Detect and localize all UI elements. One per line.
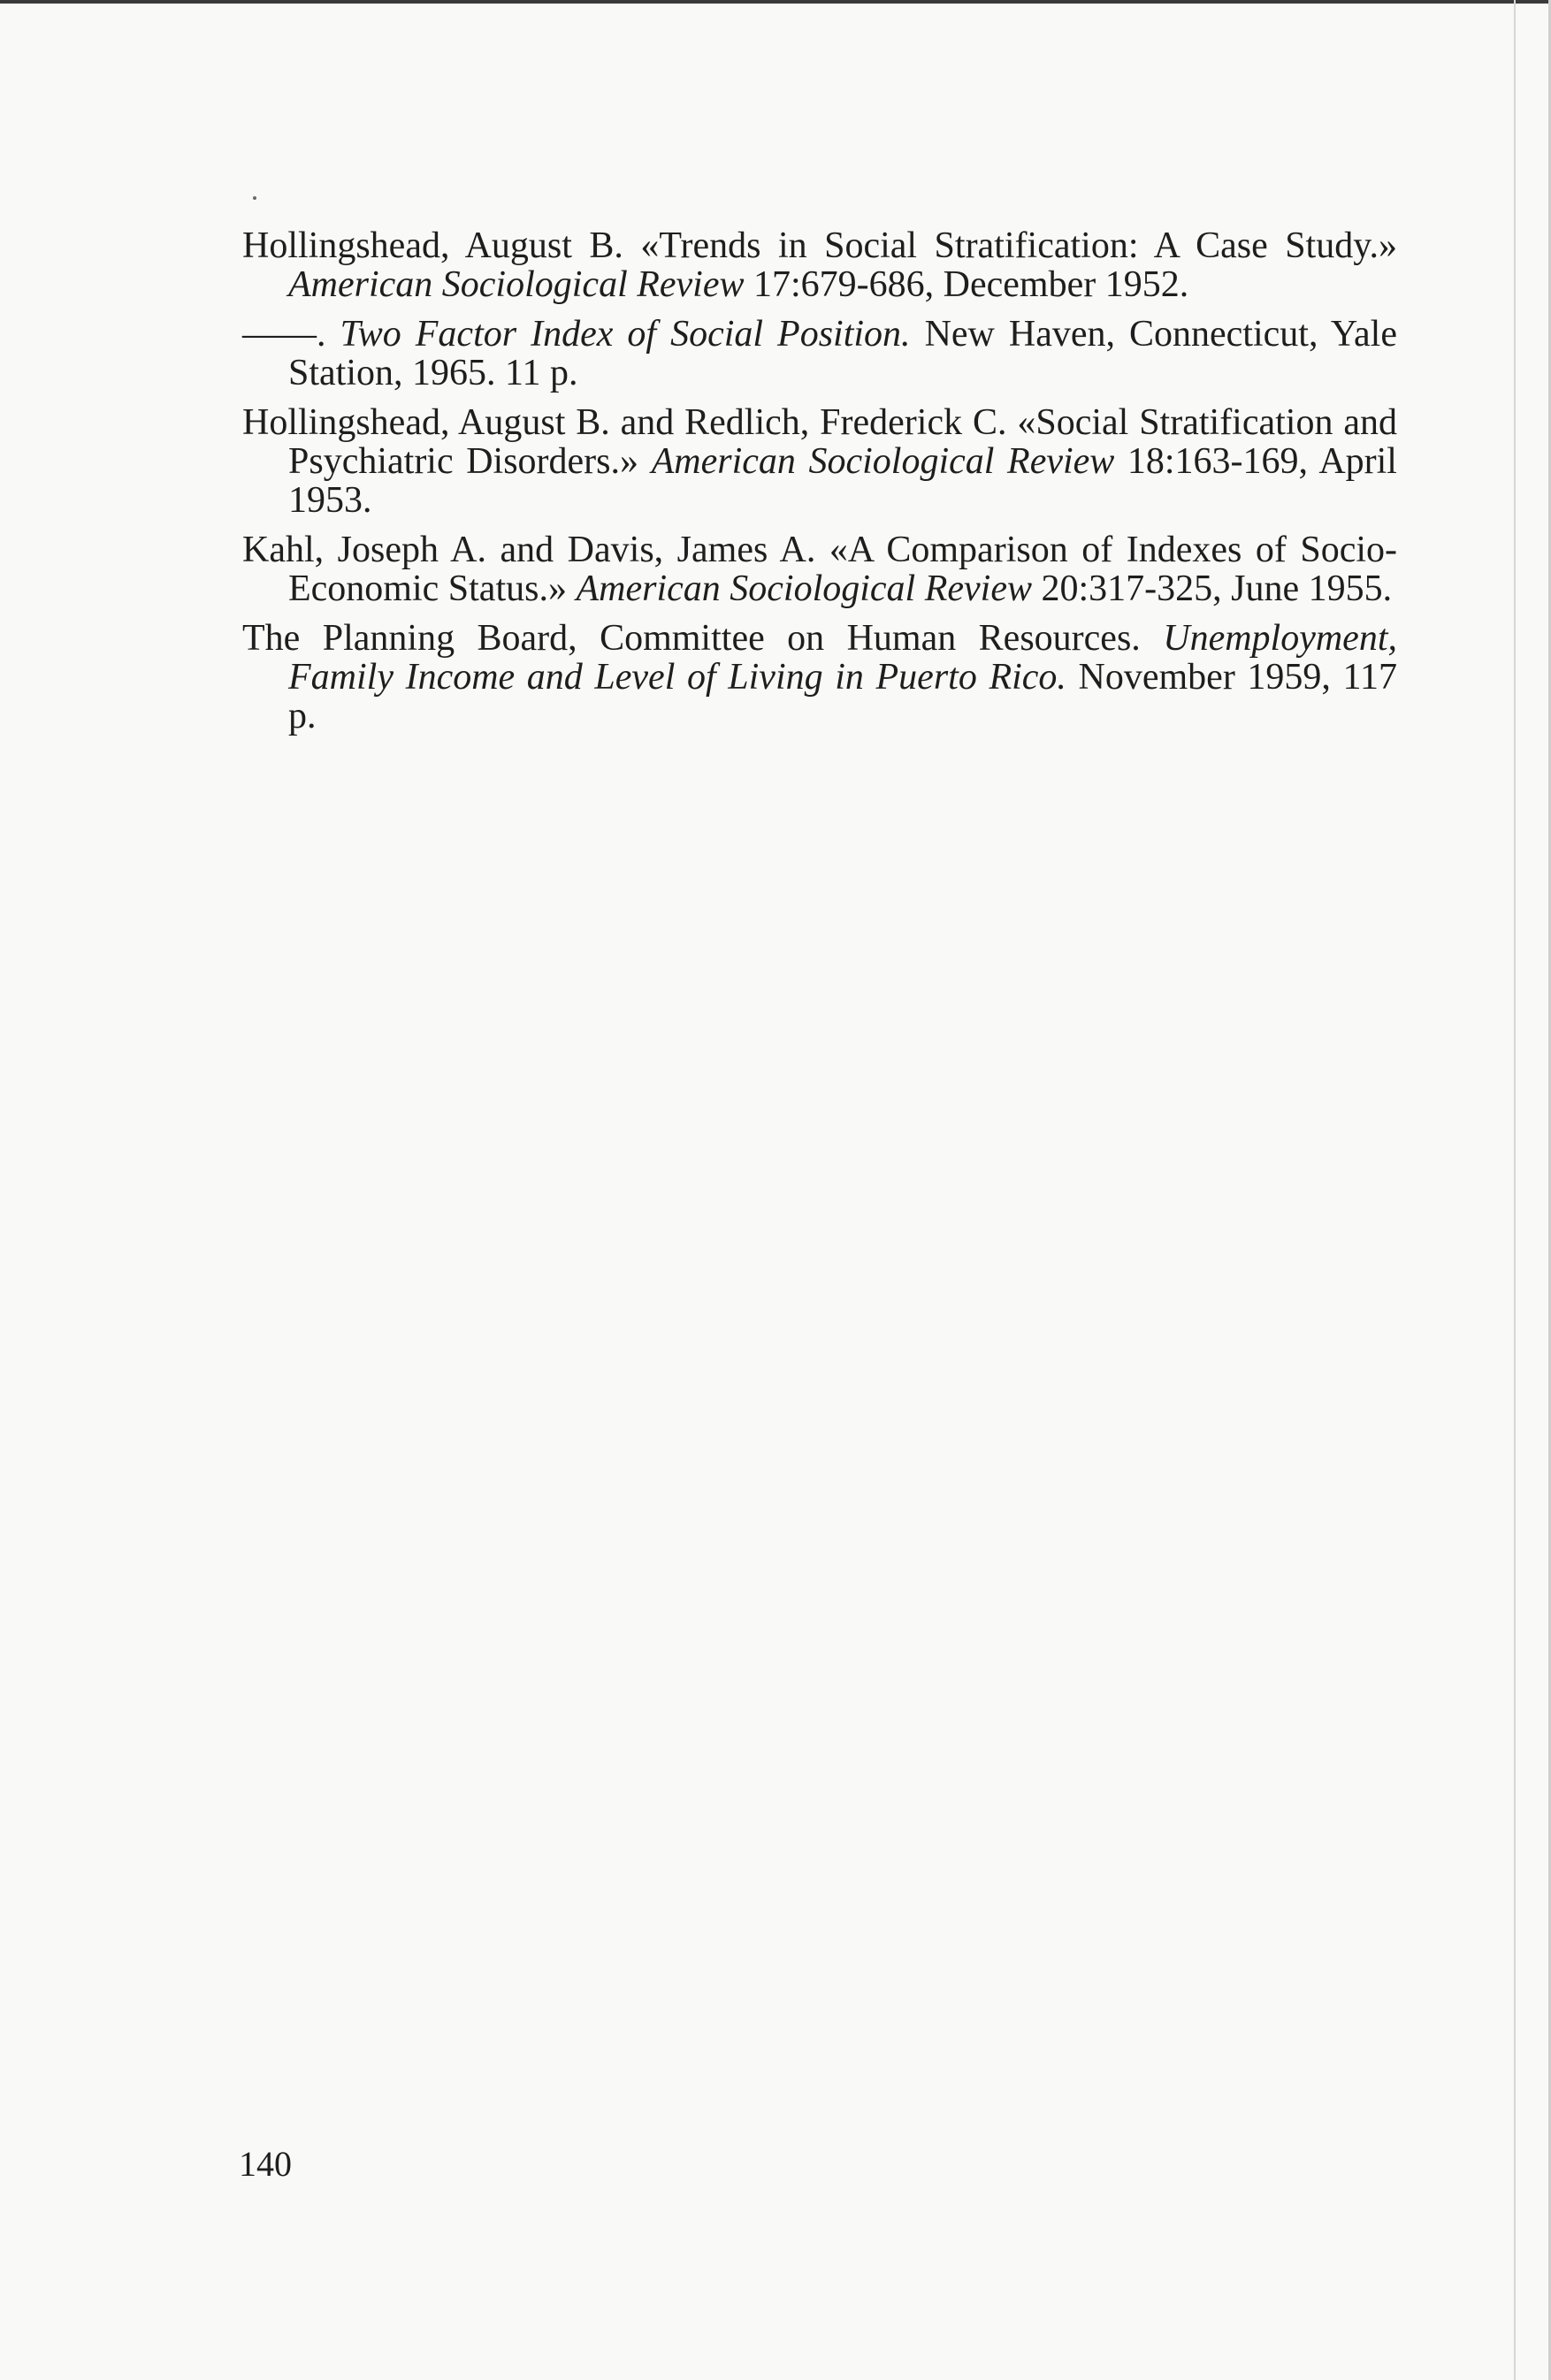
reference-text: 17:679-686, December 1952.: [744, 264, 1189, 305]
page-number: 140: [239, 2144, 292, 2184]
reference-entry: [242, 315, 1397, 393]
reference-text: New Haven, Connecticut, Yale Station, 1965. 11 p.: [288, 314, 1397, 393]
page-top-edge: [0, 0, 1551, 4]
reference-entry: [242, 226, 1397, 304]
reference-entry: [242, 403, 1397, 520]
reference-text: Kahl, Joseph A. and Davis, James A. «A Comparison of Indexes of Socio-Economic Status.»: [242, 530, 1397, 609]
reference-journal-title: American Sociological Review: [651, 441, 1115, 482]
reference-journal-title: American Sociological Review: [288, 264, 745, 305]
reference-text: Hollingshead, August B. and Redlich, Frederick C. «Social Stratification and Psychiatric Disorders.»: [242, 402, 1397, 482]
reference-list: [242, 226, 1397, 746]
reference-journal-title: American Sociological Review: [576, 568, 1032, 609]
reference-book-title: Two Factor Index of Social Position.: [340, 314, 911, 355]
reference-entry: [242, 619, 1397, 736]
reference-text: 20:317-325, June 1955.: [1031, 568, 1393, 609]
reference-entry: [242, 530, 1397, 608]
reference-text: ——.: [242, 314, 340, 355]
reference-text: Hollingshead, August B. «Trends in Social Stratification: A Case Study.»: [242, 225, 1397, 266]
reference-text: The Planning Board, Committee on Human Resources.: [242, 618, 1164, 659]
reference-report-title: Unemployment, Family Income and Level of Living in Puerto Rico.: [288, 618, 1397, 698]
reference-text: November 1959, 117 p.: [288, 657, 1397, 736]
print-speck: [253, 196, 256, 200]
page-fold-line: [1514, 0, 1516, 2380]
reference-text: 18:163-169, April 1953.: [288, 441, 1397, 521]
